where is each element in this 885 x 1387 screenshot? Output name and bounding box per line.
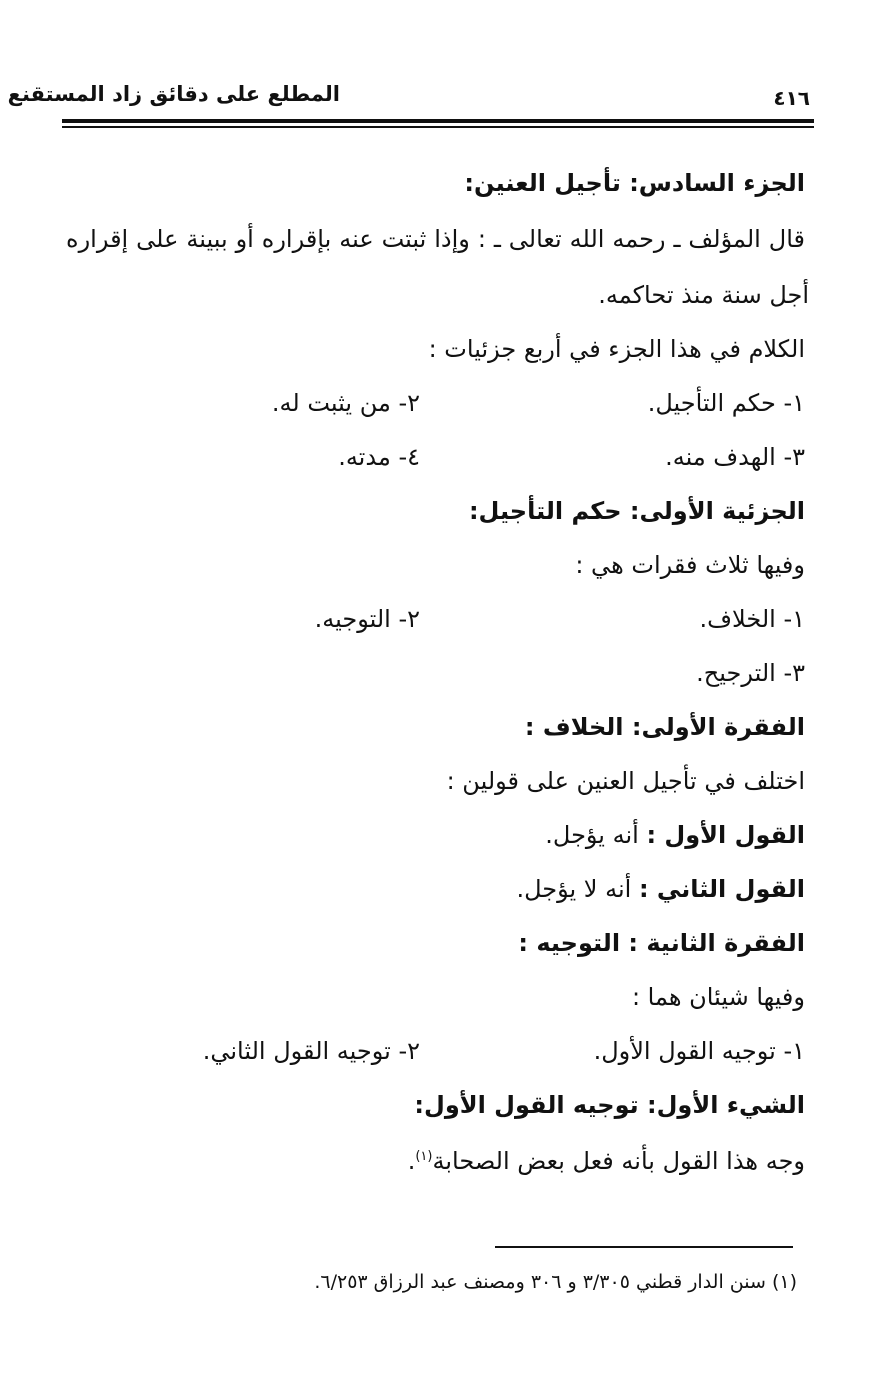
quote-line-1: قال المؤلف ـ رحمه الله تعالى ـ : وإذا ثبتت عنه بإقراره أو ببينة على إقراره: [66, 225, 805, 253]
list-item: ٤- مدته.: [338, 443, 420, 471]
list-item: ٢- توجيه القول الثاني.: [202, 1037, 420, 1065]
list-item: ١- الخلاف.: [699, 605, 805, 633]
paragraphs-intro: وفيها ثلاث فقرات هي :: [575, 551, 805, 579]
thing-heading: الشيء الأول: توجيه القول الأول:: [414, 1091, 805, 1119]
book-title: المطلع على دقائق زاد المستقنع: [7, 82, 340, 106]
footnote-marker[interactable]: (١): [415, 1149, 433, 1164]
running-header: [7, 82, 810, 112]
period: .: [407, 1147, 416, 1175]
header-rule-thick: [62, 119, 814, 123]
parts-intro: الكلام في هذا الجزء في أربع جزئيات :: [428, 335, 805, 363]
page-number: ٤١٦: [773, 86, 810, 110]
opinion-label: القول الثاني :: [638, 875, 805, 903]
opinion-2: [516, 872, 805, 906]
thing-1-text: [408, 1144, 805, 1178]
list-item: ١- حكم التأجيل.: [647, 389, 805, 417]
list-item: ٣- الهدف منه.: [665, 443, 805, 471]
list-item: ٣- الترجيح.: [696, 659, 805, 687]
subheading: الجزئية الأولى: حكم التأجيل:: [468, 497, 805, 525]
list-item: ١- توجيه القول الأول.: [593, 1037, 805, 1065]
list-item: ٢- التوجيه.: [314, 605, 420, 633]
section-heading: الجزء السادس: تأجيل العنين:: [464, 169, 805, 197]
header-rule-thin: [62, 126, 814, 128]
body-text: وجه هذا القول بأنه فعل بعض الصحابة: [432, 1147, 805, 1175]
footnote: (١) سنن الدار قطني ٣/٣٠٥ و ٣٠٦ ومصنف عبد الرزاق ٦/٢٥٣.: [314, 1271, 797, 1293]
list-item: ٢- من يثبت له.: [271, 389, 420, 417]
dispute-intro: اختلف في تأجيل العنين على قولين :: [446, 767, 805, 795]
opinion-1: [545, 818, 805, 852]
paragraph-heading: الفقرة الثانية : التوجيه :: [518, 929, 805, 957]
quote-line-2: أجل سنة منذ تحاكمه.: [598, 281, 809, 309]
footnote-separator: [495, 1246, 793, 1248]
opinion-text: أنه يؤجل.: [545, 821, 647, 849]
things-intro: وفيها شيئان هما :: [631, 983, 805, 1011]
paragraph-heading: الفقرة الأولى: الخلاف :: [524, 713, 805, 741]
opinion-text: أنه لا يؤجل.: [516, 875, 639, 903]
opinion-label: القول الأول :: [646, 821, 805, 849]
